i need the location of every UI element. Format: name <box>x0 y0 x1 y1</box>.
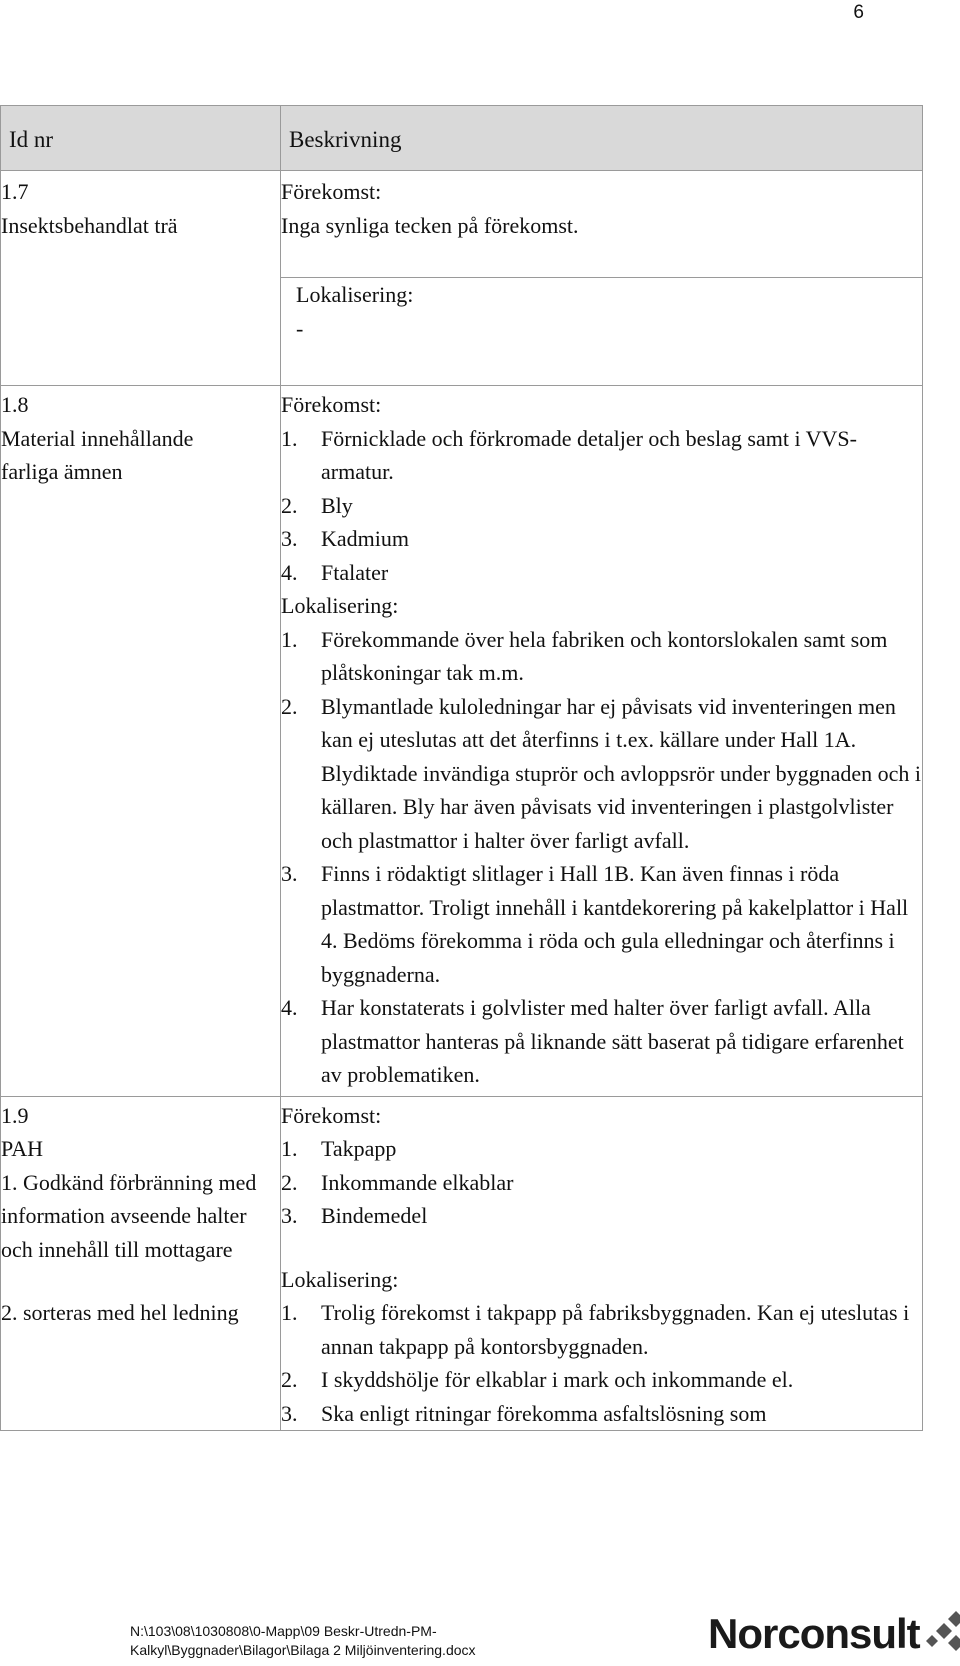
list-item <box>281 623 922 690</box>
item-number: 1. <box>281 1136 298 1161</box>
forekomst-list <box>281 1132 922 1233</box>
id-cell <box>1 386 281 1097</box>
item-text: Blymantlade kuloledningar har ej påvisats vid inventeringen men kan ej uteslutas att det återfinns i t.ex. källare under Hall 1A. Blydiktade invändiga stuprör och avloppsrör under byggnaden och i källaren. Bly har även påvisats vid inventeringen i plastgolvlister och plastmattor i halter över farligt avfall. <box>321 693 921 853</box>
item-text: Har konstaterats i golvlister med halter över farligt avfall. Alla plastmattor hanteras på liknande sätt baserat på tidigare erfarenhet av problematiken. <box>321 995 904 1087</box>
item-text: Bindemedel <box>321 1203 428 1228</box>
forekomst-label: Förekomst: <box>281 1102 382 1128</box>
row-id: 1.8 <box>1 392 29 417</box>
item-text: Inkommande elkablar <box>321 1169 514 1195</box>
page-number: 6 <box>853 2 864 23</box>
inner-divider <box>281 277 922 278</box>
list-item <box>281 1132 922 1166</box>
item-number: 3. <box>281 1203 298 1228</box>
list-item <box>281 1363 922 1397</box>
footer-file-path <box>130 1622 476 1660</box>
header-id: Id nr <box>1 106 281 171</box>
table-row <box>1 386 923 1097</box>
item-text: Trolig förekomst i takpapp på fabriksbyggnaden. Kan ej uteslutas i annan takpapp på kontorsbyggnaden. <box>321 1300 910 1359</box>
item-number: 2. <box>281 1169 298 1195</box>
item-number: 1. <box>281 1300 298 1325</box>
list-item <box>281 522 922 556</box>
item-number: 1. <box>281 626 298 652</box>
footer-path-line: N:\103\08\1030808\0-Mapp\09 Beskr-Utredn-PM- <box>130 1623 437 1639</box>
list-item <box>281 1166 922 1200</box>
list-item <box>281 422 922 489</box>
id-cell <box>1 171 281 386</box>
item-text: Finns i rödaktigt slitlager i Hall 1B. Kan även finnas i röda plastmattor. Troligt innehåll i kantdekorering på kakelplattor i Hall 4. Bedöms förekomma i röda och gula elledningar och återfinns i byggnaderna. <box>321 861 909 987</box>
item-text: Bly <box>321 492 353 518</box>
list-item <box>281 1296 922 1363</box>
row-name: Insektsbehandlat trä <box>1 212 178 238</box>
table-row <box>1 1096 923 1431</box>
lokalisering-text: - <box>296 315 304 341</box>
item-text: Ska enligt ritningar förekomma asfaltslösning som <box>321 1400 767 1426</box>
item-number: 2. <box>281 1367 298 1392</box>
list-item <box>281 489 922 523</box>
item-number: 1. <box>281 425 298 451</box>
item-number: 3. <box>281 526 298 551</box>
description-cell <box>281 1096 923 1431</box>
forekomst-list <box>281 422 922 590</box>
item-number: 3. <box>281 1400 298 1426</box>
table-header-row <box>1 106 923 171</box>
row-name-line: farliga ämnen <box>1 459 123 484</box>
list-item <box>281 690 922 858</box>
row-id: 1.9 <box>1 1102 29 1128</box>
lokalisering-list <box>281 1296 922 1430</box>
footer-path-line: Kalkyl\Byggnader\Bilagor\Bilaga 2 Miljöinventering.docx <box>130 1642 476 1658</box>
item-text: Takpapp <box>321 1136 397 1161</box>
norconsult-diamond-icon <box>926 1609 960 1659</box>
logo-text: Norconsult <box>708 1610 920 1657</box>
row-notes-1: 1. Godkänd förbränning med information avseende halter och innehåll till mottagare <box>1 1169 257 1262</box>
forekomst-label: Förekomst: <box>281 179 382 204</box>
list-item <box>281 556 922 590</box>
forekomst-text: Inga synliga tecken på förekomst. <box>281 212 579 238</box>
item-text: I skyddshölje för elkablar i mark och inkommande el. <box>321 1367 794 1392</box>
lokalisering-label: Lokalisering: <box>296 282 414 307</box>
description-cell <box>281 386 923 1097</box>
item-number: 2. <box>281 492 298 518</box>
item-text: Kadmium <box>321 526 409 551</box>
list-item <box>281 857 922 991</box>
item-number: 3. <box>281 861 298 886</box>
row-name: PAH <box>1 1136 43 1161</box>
item-number: 4. <box>281 559 298 585</box>
row-id: 1.7 <box>1 179 29 204</box>
item-number: 2. <box>281 693 298 719</box>
item-text: Ftalater <box>321 559 389 585</box>
forekomst-label: Förekomst: <box>281 392 382 417</box>
lokalisering-list <box>281 623 922 1092</box>
lokalisering-label: Lokalisering: <box>281 593 399 618</box>
row-name-line: Material innehållande <box>1 425 194 451</box>
id-cell <box>1 1096 281 1431</box>
list-item <box>281 1397 922 1431</box>
row-notes-2: 2. sorteras med hel ledning <box>1 1300 239 1325</box>
lokalisering-label: Lokalisering: <box>281 1266 399 1292</box>
item-text: Förnicklade och förkromade detaljer och beslag samt i VVS-armatur. <box>321 425 857 484</box>
list-item <box>281 1199 922 1233</box>
item-text: Förekommande över hela fabriken och kontorslokalen samt som plåtskoningar tak m.m. <box>321 626 888 685</box>
header-description: Beskrivning <box>281 106 923 171</box>
item-number: 4. <box>281 995 298 1020</box>
norconsult-logo <box>708 1609 960 1659</box>
list-item <box>281 991 922 1092</box>
lokalisering-block <box>296 278 916 345</box>
